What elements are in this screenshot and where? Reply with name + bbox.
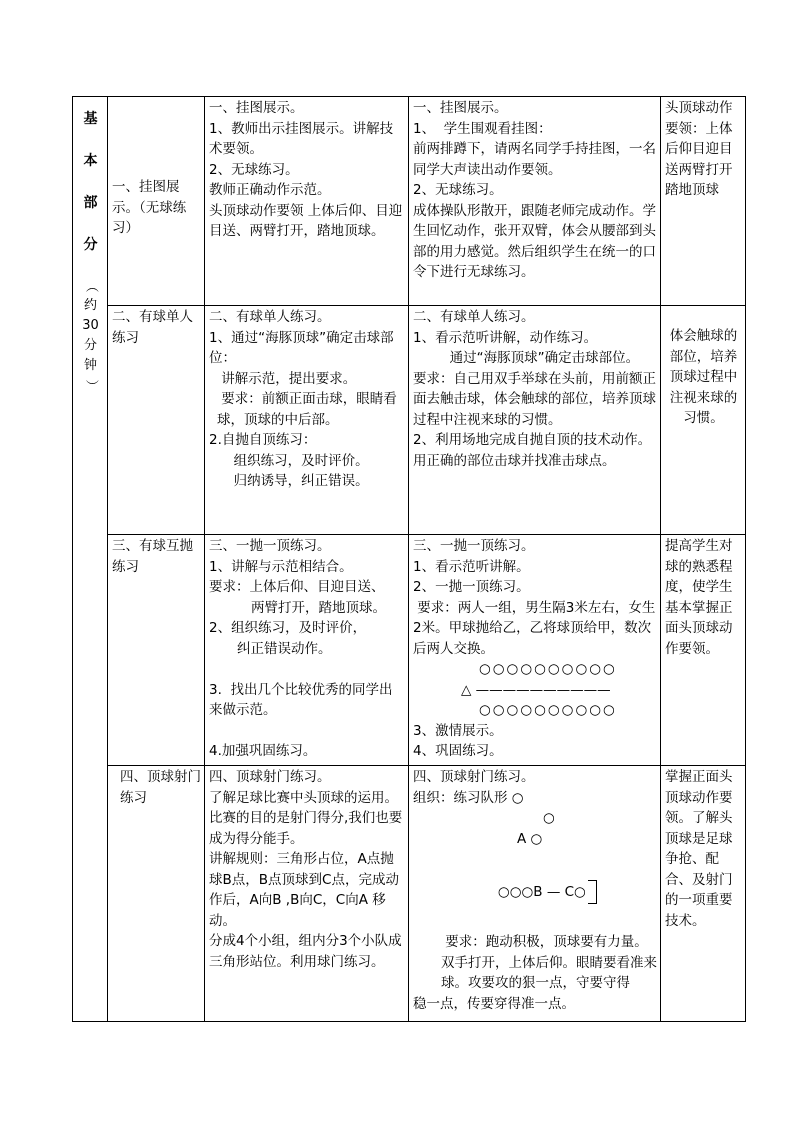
time-char: 约: [83, 298, 97, 313]
text-line: 1、 学生围观看挂图：: [413, 120, 552, 137]
text-line: 成体操队形散开，跟随老师完成动作。学生回忆动作，张开双臂，体会从腰部到头部的用力感觉。然后组织学生在统一的口令下进行无球练习。: [413, 202, 656, 280]
goal-text: 提高学生对球的熟悉程度，使学生基本掌握正面头顶球动作要领。: [665, 538, 733, 657]
student-activity-cell: [409, 306, 661, 535]
text-line: 2、利用场地完成自抛自顶的技术动作。: [413, 432, 652, 448]
text-line: 三、一抛一顶练习。: [209, 538, 331, 554]
table-row: [73, 306, 746, 535]
goal-text: 掌握正面头顶球动作要领。了解头顶球是足球争抢、配合、及射门的一项重要技术。: [665, 769, 733, 929]
text-line: 1、教师出示挂图展示。讲解技术要领。: [209, 120, 394, 157]
text-line: 3、激情展示。: [413, 722, 503, 739]
text-line: 三、一抛一顶练习。: [413, 538, 535, 554]
activity-name-cell: [108, 535, 205, 766]
text-line: 组织练习，及时评价。: [225, 452, 369, 469]
table-row: [73, 535, 746, 766]
table-row: [73, 766, 746, 1022]
time-char: 分: [83, 338, 97, 353]
goal-text: 头顶球动作要领：上体后仰目迎目送两臂打开踏地顶球: [665, 100, 733, 198]
text-line: 3. 找出几个比较优秀的同学出来做示范。: [209, 681, 393, 718]
text-line: 2、组织练习，及时评价，: [209, 620, 367, 636]
activity-name: 四、顶球射门练习: [120, 769, 201, 806]
text-line: 讲解规则：三角形占位，A点抛球B点，B点顶球到C点，完成动作后，A向B ,B向C，C向A 移动。: [209, 851, 399, 929]
time-char: （: [83, 279, 99, 293]
activity-name: 三、有球互抛练习: [112, 538, 193, 575]
text-line: 4、巩固练习。: [413, 743, 503, 759]
goal-bracket: [588, 880, 597, 904]
text-line: 了解足球比赛中头顶球的运用。比赛的目的是射门得分,我们也要成为得分能手。: [209, 789, 403, 847]
activity-name: 二、有球单人练习: [112, 309, 193, 346]
formation-point: A ○: [517, 830, 543, 847]
formation-row: [413, 859, 657, 924]
activity-name-cell: [108, 766, 205, 1022]
text-line: 分成4个小组，组内分3个小队成三角形站位。利用球门练习。: [209, 933, 402, 970]
text-line: 讲解示范，提出要求。: [217, 370, 357, 387]
text-line: 头顶球动作要领 上体后仰、目迎目送、两臂打开，踏地顶球。: [209, 202, 403, 239]
text-line: 要求：两人一组，男生隔3米左右，女生2米。甲球抛给乙，乙将球顶给甲，数次后两人交换。: [413, 599, 656, 657]
text-line: 要求：跑动积极，顶球要有力量。双手打开，上体后仰。眼睛要看准来球。攻要攻的狠一点，守要守得: [441, 934, 657, 991]
formation-teacher-line: △ ——————————: [461, 681, 611, 698]
goal-cell: [661, 766, 746, 1022]
text-line: 四、顶球射门练习。: [209, 769, 331, 785]
formation-text: ○○○B — C○: [497, 883, 586, 900]
text-line: 二、有球单人练习。: [413, 309, 535, 325]
text-line: 教师正确动作示范。: [209, 182, 331, 198]
text-line: 要求：上体后仰、目迎目送、: [209, 579, 385, 595]
text-line: 1、通过“海豚顶球”确定击球部位：: [209, 329, 394, 366]
text-line: 稳一点，传要穿得准一点。: [413, 995, 575, 1012]
goal-text: 体会触球的部位，培养顶球过程中注视来球的习惯。: [669, 328, 738, 426]
text-line: 4.加强巩固练习。: [209, 743, 317, 759]
lesson-plan-table: [72, 96, 746, 1022]
text-line: 二、有球单人练习。: [209, 309, 331, 325]
section-char: 本: [83, 153, 98, 169]
time-char: 30: [82, 318, 99, 333]
activity-name-cell: [108, 306, 205, 535]
text-line: 2、一抛一顶练习。: [413, 579, 530, 595]
time-char: 钟: [83, 358, 97, 373]
text-line: 用正确的部位击球并找准击球点。: [413, 452, 616, 469]
teacher-activity-cell: [205, 306, 409, 535]
text-line: [209, 659, 405, 680]
text-line: 1、讲解与示范相结合。: [209, 558, 353, 575]
teacher-activity-cell: [205, 535, 409, 766]
text-line: 2.自抛自顶练习：: [209, 432, 317, 448]
text-line: 通过“海豚顶球”确定击球部位。: [441, 350, 640, 366]
text-line: 1、看示范听讲解，动作练习。: [413, 329, 598, 346]
goal-cell: [661, 97, 746, 306]
text-line: 1、看示范听讲解。: [413, 558, 530, 575]
student-activity-cell: [409, 97, 661, 306]
text-line: 一、挂图展示。: [209, 100, 304, 116]
student-activity-cell: [409, 766, 661, 1022]
section-label-cell: [73, 97, 108, 1022]
text-line: 2、无球练习。: [413, 182, 503, 198]
student-activity-cell: [409, 535, 661, 766]
text-line: 纠正错误动作。: [237, 640, 332, 657]
text-line: 前两排蹲下，请两名同学手持挂图，一名同学大声读出动作要领。: [413, 141, 656, 178]
text-line: [209, 721, 405, 742]
goal-cell: [661, 306, 746, 535]
formation-row-bottom: ○○○○○○○○○○: [479, 702, 617, 718]
text-line: 四、顶球射门练习。: [413, 769, 535, 785]
table-row: [73, 97, 746, 306]
text-line: 组织：练习队形 ○: [413, 789, 524, 806]
text-line: 一、挂图展示。: [413, 100, 508, 116]
section-label: [77, 98, 104, 396]
teacher-activity-cell: [205, 97, 409, 306]
teacher-activity-cell: [205, 766, 409, 1022]
formation-row-top: ○○○○○○○○○○: [479, 661, 617, 677]
section-char: 部: [83, 195, 98, 211]
text-line: 归纳诱导，纠正错误。: [225, 473, 369, 489]
section-char: 分: [83, 237, 98, 253]
formation-point: ○: [543, 810, 555, 826]
goal-cell: [661, 535, 746, 766]
activity-name: 一、挂图展示。（无球练习）: [112, 179, 187, 237]
text-line: 两臂打开，踏地顶球。: [251, 599, 386, 616]
text-line: 要求：自己用双手举球在头前，用前额正面去触击球，体会触球的部位，培养顶球过程中注视来球的习惯。: [413, 370, 656, 428]
text-line: 2、无球练习。: [209, 161, 299, 178]
text-line: 要求：前额正面击球，眼睛看球，顶球的中后部。: [217, 391, 397, 428]
time-char: ）: [83, 379, 99, 393]
section-char: 基: [83, 111, 98, 127]
activity-name-cell: [108, 97, 205, 306]
